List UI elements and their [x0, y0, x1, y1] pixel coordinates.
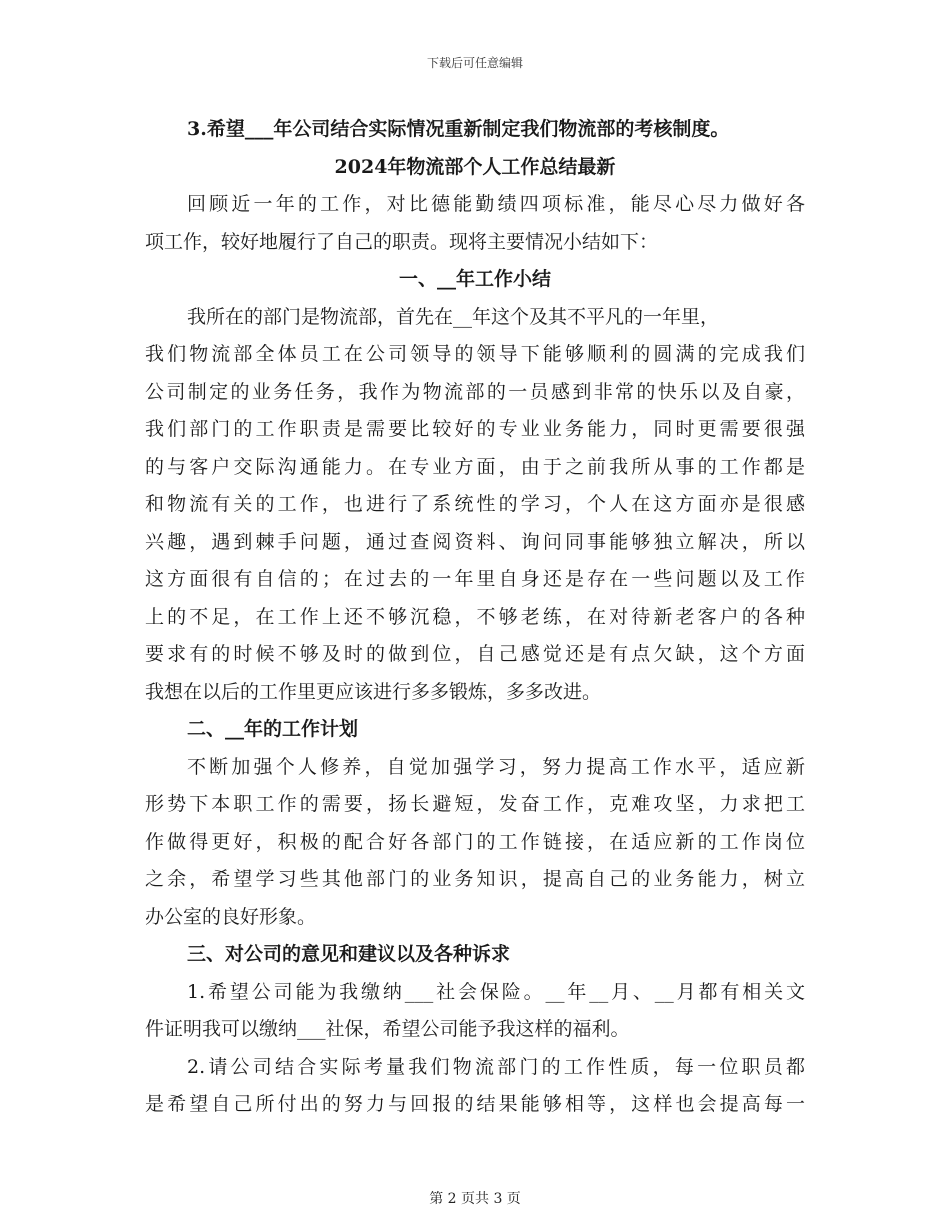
section-heading-2: 二、__年的工作计划	[187, 718, 359, 740]
list-item-1: 1.希望公司能为我缴纳___社会保险。__年__月、__月都有相关文	[187, 980, 805, 1003]
item-3-hope-assessment-system: 3.希望___年公司结合实际情况重新制定我们物流部的考核制度。	[187, 118, 730, 140]
paragraph-line: 这方面很有自信的；在过去的一年里自身还是存在一些问题以及工作	[145, 568, 805, 590]
paragraph-line: 项工作，较好地履行了自己的职责。现将主要情况小结如下：	[145, 230, 659, 253]
paragraph-line: 办公室的良好形象。	[145, 905, 317, 928]
section-heading-1: 一、__年工作小结	[398, 268, 551, 290]
paragraph-line: 的与客户交际沟通能力。在专业方面，由于之前我所从事的工作都是	[145, 455, 805, 478]
document-body	[145, 111, 805, 1124]
page-footer: 第 2 页共 3 页	[429, 1191, 521, 1207]
paragraph-line: 之余，希望学习些其他部门的业务知识，提高自己的业务能力，树立	[145, 868, 805, 890]
paragraph-line: 不断加强个人修养，自觉加强学习，努力提高工作水平，适应新	[187, 755, 805, 778]
paragraph-line: 我们物流部全体员工在公司领导的领导下能够顺利的圆满的完成我们	[145, 343, 805, 365]
paragraph-line: 回顾近一年的工作，对比德能勤绩四项标准，能尽心尽力做好各	[187, 193, 805, 215]
section-heading-3: 三、对公司的意见和建议以及各种诉求	[187, 943, 511, 965]
paragraph-line: 公司制定的业务任务，我作为物流部的一员感到非常的快乐以及自豪，	[145, 380, 805, 403]
paragraph-line: 是希望自己所付出的努力与回报的结果能够相等，这样也会提高每一	[145, 1093, 805, 1115]
page-header: 下载后可任意编辑	[426, 56, 523, 70]
list-item-2: 2.请公司结合实际考量我们物流部门的工作性质，每一位职员都	[187, 1055, 805, 1078]
paragraph-line: 作做得更好，积极的配合好各部门的工作链接，在适应新的工作岗位	[145, 830, 805, 853]
paragraph-line: 我们部门的工作职责是需要比较好的专业业务能力，同时更需要很强	[145, 418, 805, 440]
paragraph-line: 形势下本职工作的需要，扬长避短，发奋工作，克难攻坚，力求把工	[145, 793, 805, 815]
paragraph-line: 兴趣，遇到棘手问题，通过查阅资料、询问同事能够独立解决，所以	[145, 530, 805, 553]
paragraph-line: 件证明我可以缴纳___社保，希望公司能予我这样的福利。	[145, 1018, 630, 1040]
paragraph-line: 我想在以后的工作里更应该进行多多锻炼，多多改进。	[145, 680, 602, 703]
document-title: 2024年物流部个人工作总结最新	[334, 155, 616, 178]
paragraph-line: 和物流有关的工作，也进行了系统性的学习，个人在这方面亦是很感	[145, 493, 805, 515]
paragraph-line: 上的不足，在工作上还不够沉稳，不够老练，在对待新老客户的各种	[145, 605, 805, 628]
paragraph-line: 要求有的时候不够及时的做到位，自己感觉还是有点欠缺，这个方面	[145, 643, 805, 665]
paragraph-line: 我所在的部门是物流部，首先在__年这个及其不平凡的一年里，	[187, 305, 720, 328]
